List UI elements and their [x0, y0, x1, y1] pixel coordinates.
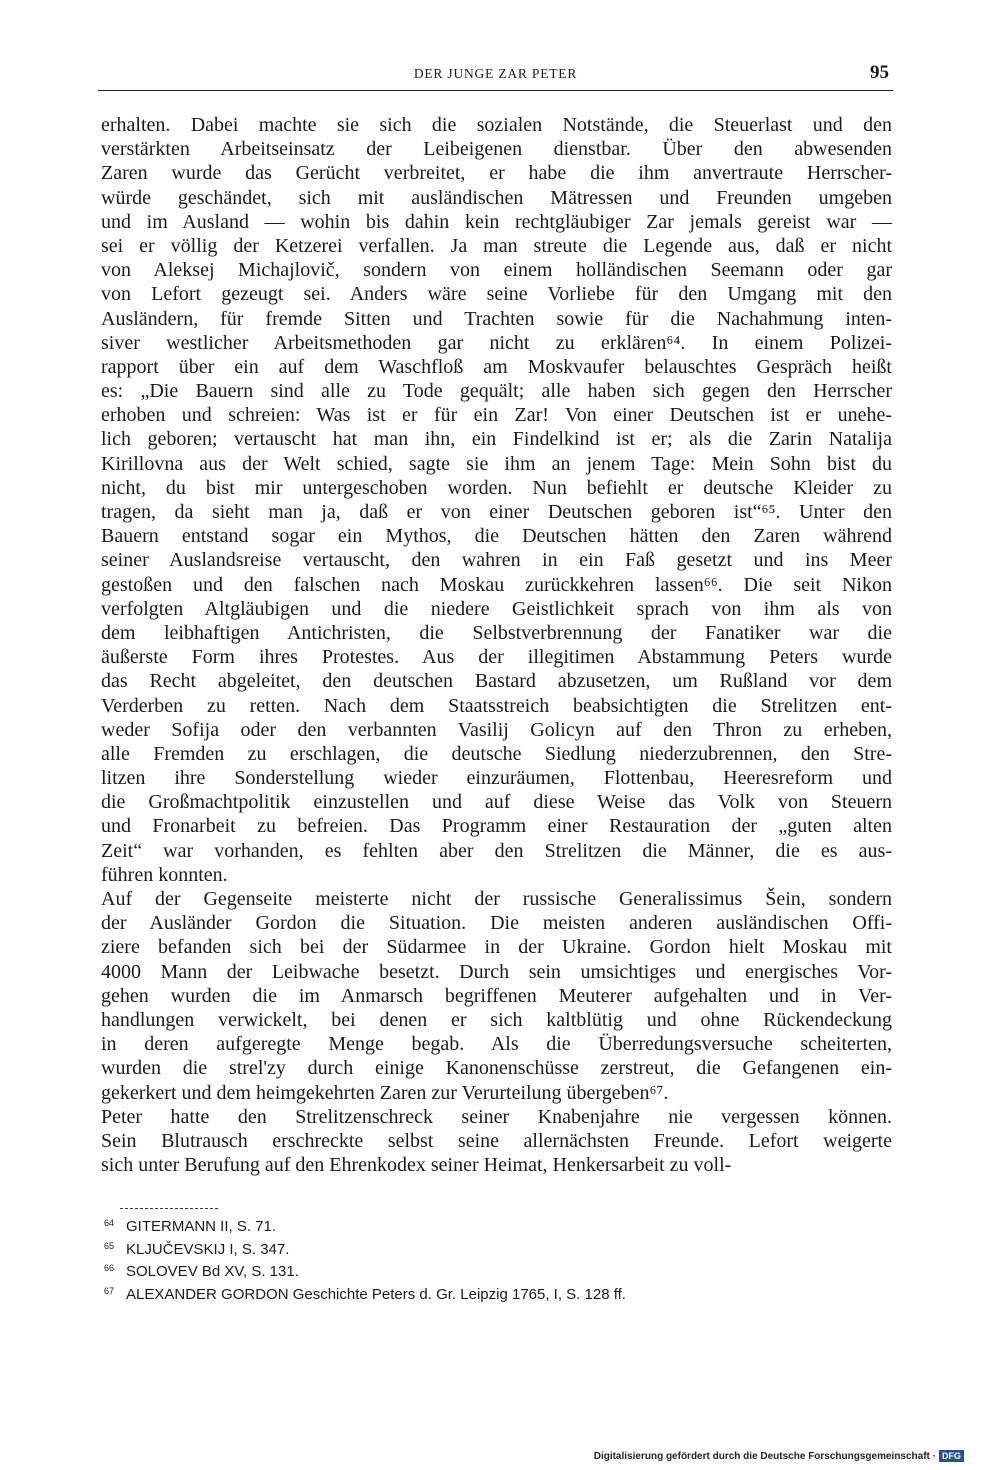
body-line: sei er völlig der Ketzerei verfallen. Ja man streute die Legende aus, daß er nicht	[101, 234, 892, 257]
body-text	[101, 113, 892, 1177]
body-line: Ausländern, für fremde Sitten und Trachten sowie für die Nachahmung inten-	[101, 307, 892, 330]
footnote-separator	[120, 1208, 218, 1209]
digitization-credit	[594, 1450, 964, 1462]
body-line: weder Sofija oder den verbannten Vasilij Golicyn auf den Thron zu erheben,	[101, 718, 892, 741]
body-line: verfolgten Altgläubigen und die niedere Geistlichkeit sprach von ihm als von	[101, 597, 892, 620]
running-header	[98, 62, 893, 92]
body-line: und Fronarbeit zu befreien. Das Programm einer Restauration der „guten alten	[101, 815, 892, 838]
body-line: Peter hatte den Strelitzenschreck seiner Knabenjahre nie vergessen können.	[101, 1105, 892, 1128]
body-line: Kirillovna aus der Welt schied, sagte sie ihm an jenem Tage: Mein Sohn bist du	[101, 452, 892, 475]
body-line: Zaren wurde das Gerücht verbreitet, er habe die ihm anvertraute Herrscher-	[101, 162, 892, 185]
body-line: von Aleksej Michajlovič, sondern von einem holländischen Seemann oder gar	[101, 259, 892, 282]
footnote-text: ALEXANDER GORDON Geschichte Peters d. Gr. Leipzig 1765, I, S. 128 ff.	[126, 1285, 626, 1303]
body-line: und im Ausland — wohin bis dahin kein rechtgläubiger Zar jemals gereist war —	[101, 210, 892, 233]
body-line: die Großmachtpolitik einzustellen und auf diese Weise das Volk von Steuern	[101, 791, 892, 814]
body-line: es: „Die Bauern sind alle zu Tode gequält; alle haben sich gegen den Herrscher	[101, 380, 892, 403]
footnotes	[104, 1214, 884, 1304]
body-line: tragen, da sieht man ja, daß er von einer Deutschen geboren ist“⁶⁵. Unter den	[101, 501, 892, 523]
page-number: 95	[870, 62, 889, 83]
footnote-number: 65	[104, 1240, 115, 1251]
header-rule	[98, 90, 893, 91]
body-line: erhoben und schreien: Was ist er für ein Zar! Von einer Deutschen ist er unehe-	[101, 404, 892, 427]
body-line: gestoßen und den falschen nach Moskau zurückkehren lassen⁶⁶. Die seit Nikon	[101, 573, 892, 596]
footnote-text: GITERMANN II, S. 71.	[126, 1218, 277, 1235]
body-line: 4000 Mann der Leibwache besetzt. Durch sein umsichtiges und energisches Vor-	[101, 960, 892, 983]
footnote-text: KLJUČEVSKIJ I, S. 347.	[126, 1240, 290, 1258]
footnote	[104, 1259, 884, 1282]
footnote-number: 67	[104, 1285, 115, 1296]
body-line: Verderben zu retten. Nach dem Staatsstreich beabsichtigten die Strelitzen ent-	[101, 694, 892, 717]
body-line: wurden die strel'zy durch einige Kanonenschüsse zerstreut, die Gefangenen ein-	[101, 1057, 892, 1080]
body-line: rapport über ein auf dem Waschfloß am Moskvaufer belauschtes Gespräch heißt	[101, 355, 892, 378]
body-line: litzen ihre Sonderstellung wieder einzuräumen, Flottenbau, Heeresreform und	[101, 767, 892, 790]
body-line: alle Fremden zu erschlagen, die deutsche Siedlung niederzubrennen, den Stre-	[101, 742, 892, 765]
body-line: Zeit“ war vorhanden, es fehlten aber den Strelitzen die Männer, die es aus-	[101, 839, 892, 862]
body-line: dem leibhaftigen Antichristen, die Selbstverbrennung der Fanatiker war die	[101, 621, 892, 644]
body-line: Sein Blutrausch erschreckte selbst seine allernächsten Freunde. Lefort weigerte	[101, 1129, 892, 1152]
body-line: ziere befanden sich bei der Südarmee in der Ukraine. Gordon hielt Moskau mit	[101, 936, 892, 959]
credit-text: Digitalisierung gefördert durch die Deutsche Forschungsgemeinschaft ·	[593, 1451, 936, 1462]
body-line: Auf der Gegenseite meisterte nicht der russische Generalissimus Šein, sondern	[101, 888, 892, 910]
body-line: in deren aufgeregte Menge begab. Als die Überredungsversuche scheiterten,	[101, 1033, 892, 1056]
footnote	[104, 1237, 884, 1260]
body-line: siver westlicher Arbeitsmethoden gar nicht zu erklären⁶⁴. In einem Polizei-	[101, 331, 892, 354]
body-line: lich geboren; vertauscht hat man ihn, ein Findelkind ist er; als die Zarin Natalija	[101, 428, 892, 451]
footnote	[104, 1282, 884, 1305]
body-line: von Lefort gezeugt sei. Anders wäre seine Vorliebe für den Umgang mit den	[101, 283, 892, 306]
body-line: seiner Auslandsreise vertauscht, den wahren in ein Faß gesetzt und ins Meer	[101, 549, 892, 572]
running-title: DER JUNGE ZAR PETER	[413, 66, 578, 81]
body-line: erhalten. Dabei machte sie sich die sozialen Notstände, die Steuerlast und den	[101, 114, 892, 136]
body-line: Bauern entstand sogar ein Mythos, die Deutschen hätten den Zaren während	[101, 525, 892, 548]
body-line: das Recht abgeleitet, den deutschen Bastard abzusetzen, um Rußland vor dem	[101, 670, 892, 693]
body-line: äußerste Form ihres Protestes. Aus der illegitimen Abstammung Peters wurde	[101, 646, 892, 669]
body-line: nicht, du bist mir untergeschoben worden. Nun befiehlt er deutsche Kleider zu	[101, 476, 892, 499]
body-line: führen konnten.	[101, 863, 228, 886]
body-line: sich unter Berufung auf den Ehrenkodex seiner Heimat, Henkersarbeit zu voll-	[101, 1154, 732, 1177]
body-line: handlungen verwickelt, bei denen er sich kaltblütig und ohne Rückendeckung	[101, 1008, 892, 1031]
body-line: würde geschändet, sich mit ausländischen Mätressen und Freunden umgeben	[101, 186, 892, 209]
footnote	[104, 1214, 884, 1237]
body-line: der Ausländer Gordon die Situation. Die meisten anderen ausländischen Offi-	[101, 912, 892, 935]
dfg-logo: DFG	[939, 1450, 964, 1462]
body-line: verstärkten Arbeitseinsatz der Leibeigenen dienstbar. Über den abwesenden	[101, 138, 892, 161]
footnote-number: 66	[104, 1263, 115, 1273]
footnote-number: 64	[104, 1218, 115, 1228]
footnote-text: SOLOVEV Bd XV, S. 131.	[126, 1263, 299, 1280]
body-line: gekerkert und dem heimgekehrten Zaren zur Verurteilung übergeben⁶⁷.	[101, 1081, 669, 1104]
body-line: gehen wurden die im Anmarsch begriffenen Meuterer aufgehalten und in Ver-	[101, 984, 892, 1007]
